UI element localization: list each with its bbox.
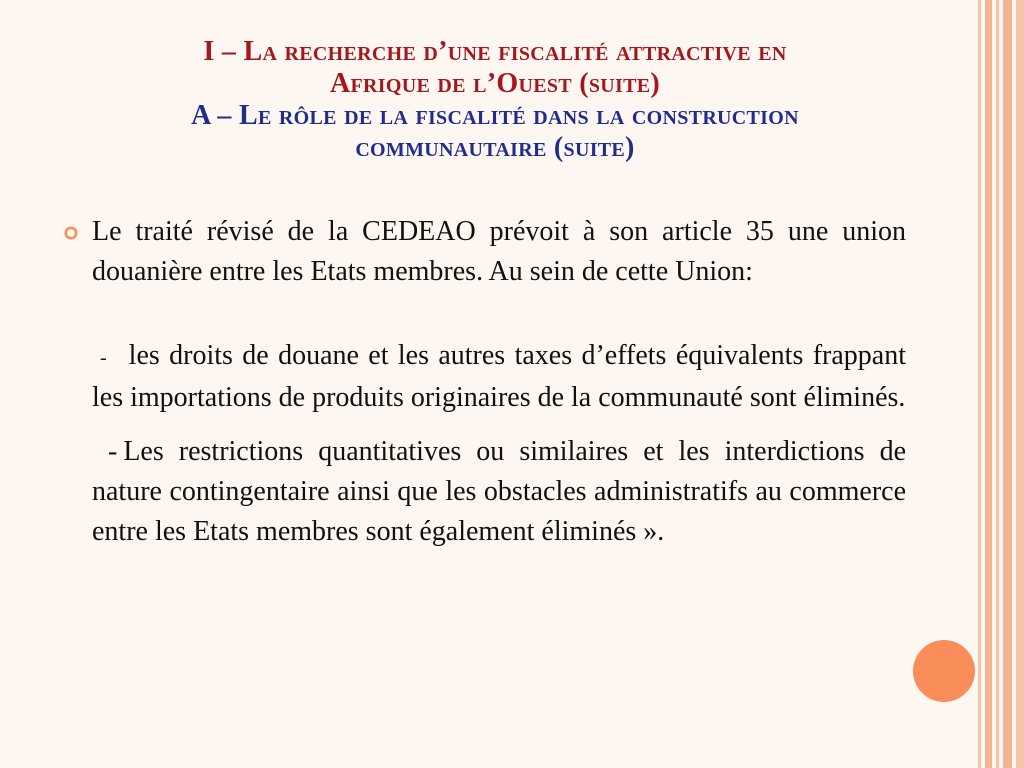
dash-marker: - bbox=[108, 436, 118, 467]
orange-circle-icon bbox=[913, 640, 975, 702]
body-paragraph: Le traité révisé de la CEDEAO prévoit à son article 35 une union douanière entre les Etats membres. Au sein de cette Union: bbox=[92, 216, 906, 287]
stripe bbox=[996, 0, 999, 768]
list-item bbox=[92, 336, 906, 418]
list-item-text: Les restrictions quantitatives ou similaires et les interdictions de nature contingentaire ainsi que les obstacles administratifs au commerce entre les Etats membres sont également éliminés ». bbox=[92, 436, 906, 547]
stripe bbox=[985, 0, 992, 768]
stripe bbox=[1016, 0, 1024, 768]
subtitle-line-2: communautaire (suite) bbox=[355, 132, 635, 163]
slide-body bbox=[92, 212, 906, 552]
title-line-1: I – La recherche d’une fiscalité attractive en bbox=[203, 36, 787, 67]
slide-title bbox=[100, 36, 890, 164]
stripe bbox=[978, 0, 981, 768]
subtitle-line-1: A – Le rôle de la fiscalité dans la construction bbox=[191, 100, 799, 131]
list-item-text: les droits de douane et les autres taxes d’effets équivalents frappant les importations de produits originaires de la communauté sont éliminés. bbox=[92, 340, 906, 413]
title-line-2: Afrique de l’Ouest (suite) bbox=[330, 68, 660, 99]
circle-bullet-icon bbox=[64, 226, 78, 240]
stripe bbox=[1003, 0, 1012, 768]
list-item bbox=[92, 432, 906, 552]
decorative-stripes bbox=[978, 0, 1024, 768]
dash-marker: - bbox=[100, 347, 107, 369]
